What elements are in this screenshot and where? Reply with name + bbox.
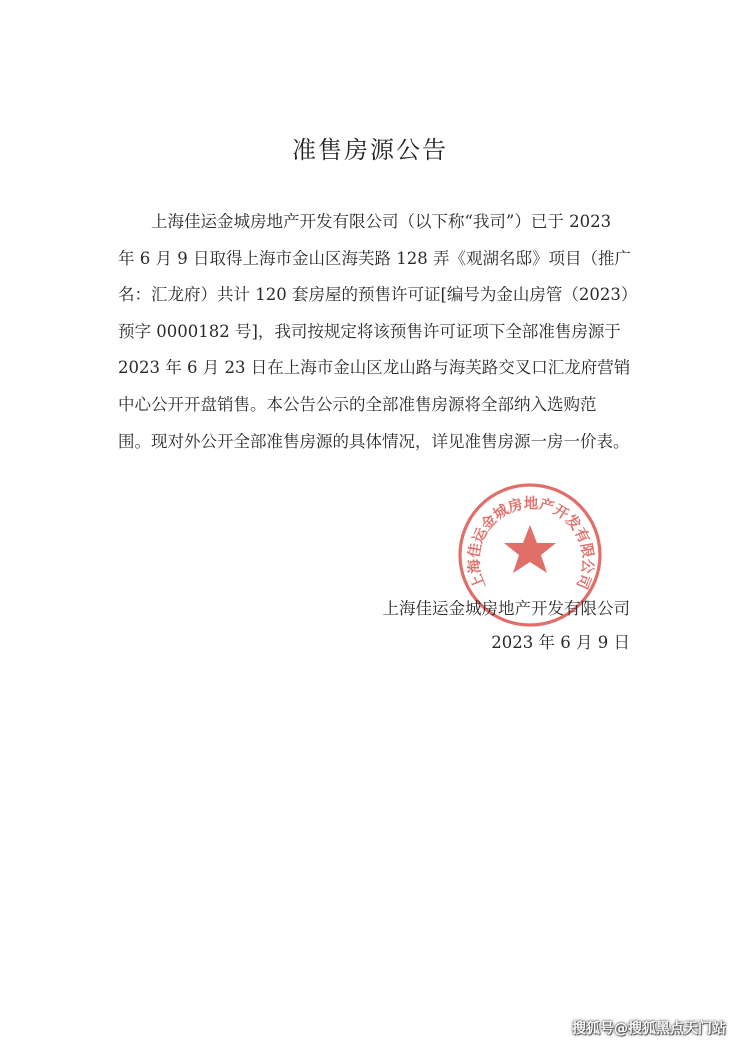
signature-date: 2023 年 6 月 9 日	[491, 633, 630, 652]
announcement-body	[118, 204, 636, 460]
body-line: 年 6 月 9 日取得上海市金山区海芙路 128 弄《观湖名邸》项目（推广	[118, 248, 631, 268]
body-line: 2023 年 6 月 23 日在上海市金山区龙山路与海芙路交叉口汇龙府营销	[118, 358, 631, 378]
body-line: 名：汇龙府）共计 120 套房屋的预售许可证[编号为金山房管（2023）	[118, 285, 638, 305]
signature-company: 上海佳运金城房地产开发有限公司	[382, 599, 630, 618]
body-line: 预字 0000182 号]，我司按规定将该预售许可证项下全部准售房源于	[118, 321, 621, 341]
seal-star-icon	[504, 525, 556, 573]
body-line: 中心公开开盘销售。本公告公示的全部准售房源将全部纳入选购范	[118, 394, 597, 414]
document-title: 准售房源公告	[292, 136, 448, 164]
seal-arc-text-path: 上海佳运金城房地产开发有限公司	[466, 496, 596, 591]
body-line: 围。现对外公开全部准售房源的具体情况，详见准售房源一房一价表。	[118, 431, 630, 451]
watermark-text: 搜狐号@搜狐黑点天门站	[572, 1021, 726, 1037]
body-line: 上海佳运金城房地产开发有限公司（以下称“我司”）已于 2023	[151, 212, 612, 231]
